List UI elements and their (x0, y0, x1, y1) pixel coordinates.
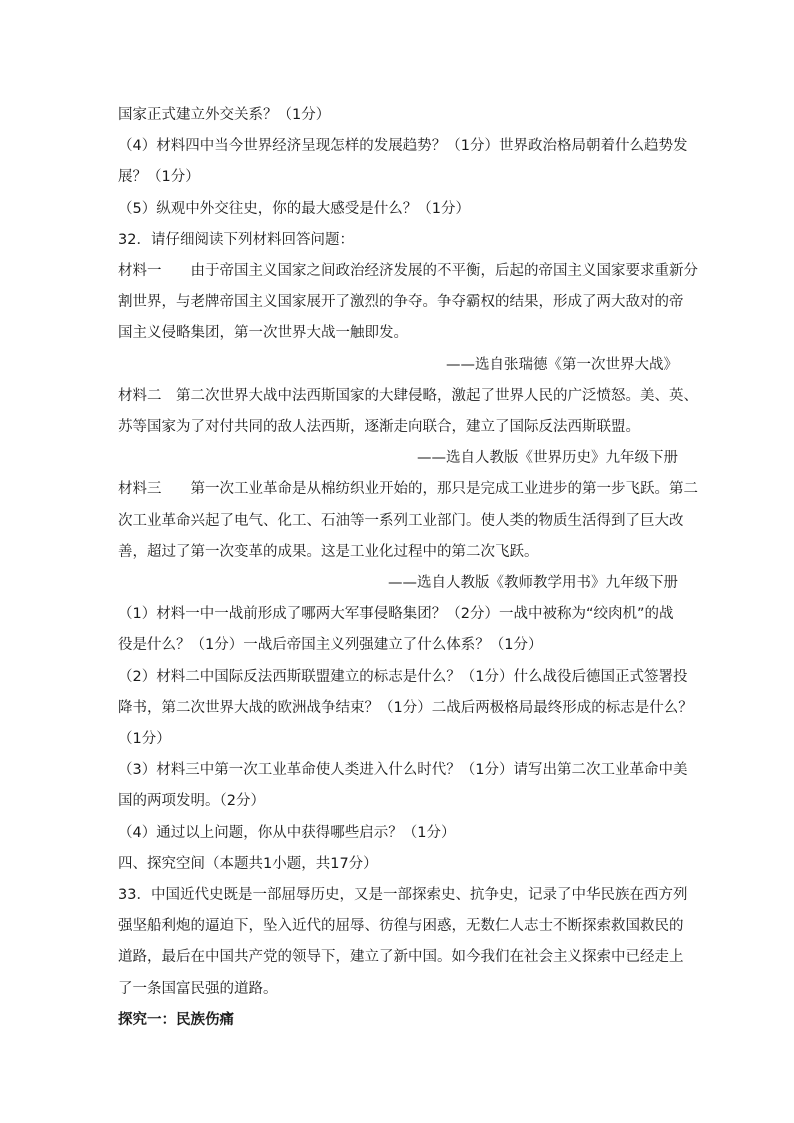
material-3-line: 善，超过了第一次变革的成果。这是工业化过程中的第二次飞跃。 (118, 543, 539, 560)
material-1-line: 割世界，与老牌帝国主义国家展开了激烈的争夺。争夺霸权的结果，形成了两大敌对的帝 (118, 294, 684, 311)
question-32-sub4-line: （4）通过以上问题，你从中获得哪些启示？（1分） (118, 824, 456, 841)
question-32-sub3-line: （3）材料三中第一次工业革命使人类进入什么时代？（1分）请写出第二次工业革命中美 (118, 762, 688, 779)
material-3-line: 次工业革命兴起了电气、化工、石油等一系列工业部门。使人类的物质生活得到了巨大改 (118, 512, 684, 529)
material-3-line: 材料三 第一次工业革命是从棉纺织业开始的，那只是完成工业进步的第一步飞跃。第二 (118, 481, 698, 498)
question-33-line: 强坚船利炮的逼迫下，坠入近代的屈辱、彷徨与困惑，无数仁人志士不断探索救国救民的 (118, 918, 684, 935)
document-body (118, 100, 698, 1036)
question-33-line: 了一条国富民强的道路。 (118, 980, 278, 997)
question-31-line: 国家正式建立外交关系？（1分） (118, 107, 331, 123)
question-33-line: 道路，最后在中国共产党的领导下，建立了新中国。如今我们在社会主义探索中已经走上 (118, 949, 684, 966)
material-3-source: ——选自人教版《教师教学用书》九年级下册 (388, 575, 678, 592)
material-2-line: 材料二 第二次世界大战中法西斯国家的大肆侵略，激起了世界人民的广泛愤怒。美、英、 (118, 387, 698, 404)
material-2-line: 苏等国家为了对付共同的敌人法西斯，逐渐走向联合，建立了国际反法西斯联盟。 (118, 419, 640, 436)
question-31-sub5-line: （5）纵观中外交往史，你的最大感受是什么？（1分） (118, 200, 470, 217)
material-1-source: ——选自张瑞德《第一次世界大战》 (446, 356, 678, 373)
material-1-line: 材料一 由于帝国主义国家之间政治经济发展的不平衡，后起的帝国主义国家要求重新分 (118, 263, 698, 280)
question-32-sub3-line: 国的两项发明。（2分） (118, 793, 265, 810)
inquiry-1-heading: 探究一：民族伤痛 (118, 1011, 234, 1028)
question-32-sub2-line: （2）材料二中国际反法西斯联盟建立的标志是什么？（1分）什么战役后德国正式签署投 (118, 668, 688, 685)
section-4-heading: 四、探究空间（本题共1小题，共17分） (118, 855, 378, 872)
material-1-line: 国主义侵略集团，第一次世界大战一触即发。 (118, 325, 408, 342)
question-32-heading: 32．请仔细阅读下列材料回答问题： (118, 231, 354, 248)
question-32-sub2-line: 降书，第二次世界大战的欧洲战争结束？（1分）二战后两极格局最终形成的标志是什么？ (118, 699, 693, 716)
question-33-line: 33．中国近代史既是一部屈辱历史，又是一部探索史、抗争史，记录了中华民族在西方列 (118, 887, 688, 904)
question-32-sub1-line: （1）材料一中一战前形成了哪两大军事侵略集团？（2分）一战中被称为“绞肉机”的战 (118, 606, 674, 623)
question-32-sub1-line: 役是什么？（1分）一战后帝国主义列强建立了什么体系？（1分） (118, 637, 543, 654)
question-31-sub4-line: （4）材料四中当今世界经济呈现怎样的发展趋势？（1分）世界政治格局朝着什么趋势发 (118, 138, 688, 155)
question-32-sub2-line: （1分） (118, 731, 171, 748)
question-31-sub4-line: 展？（1分） (118, 169, 200, 186)
material-2-source: ——选自人教版《世界历史》九年级下册 (417, 450, 678, 467)
